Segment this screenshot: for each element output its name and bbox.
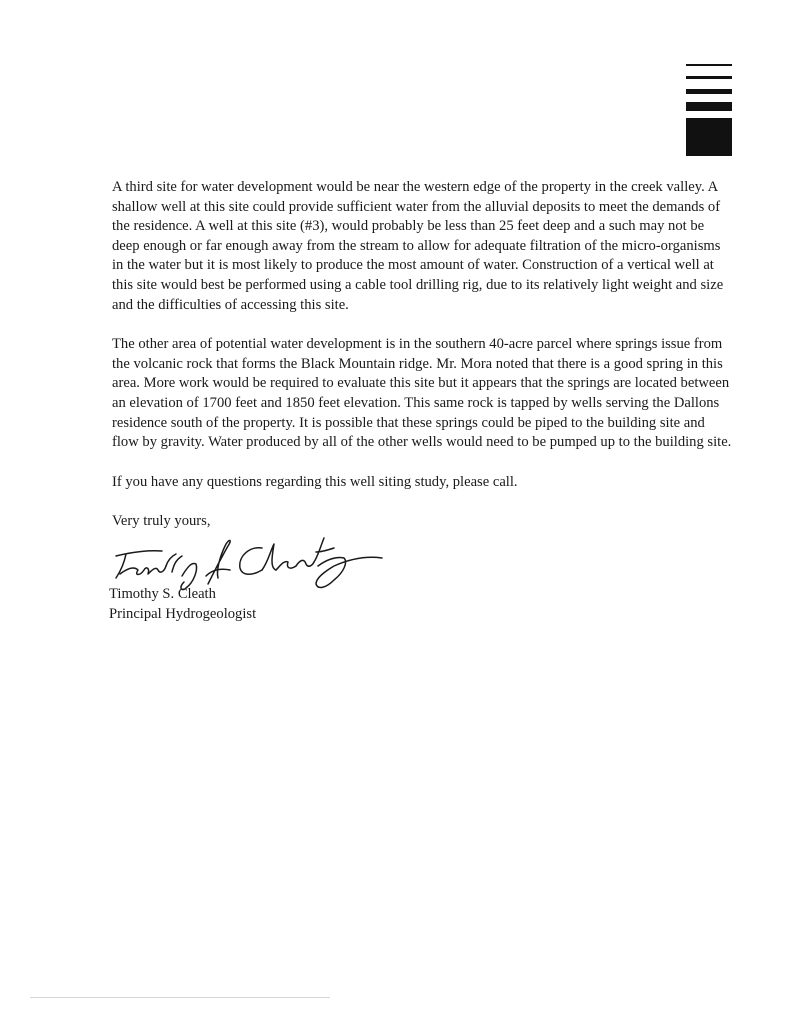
paragraph-questions: If you have any questions regarding this well siting study, please call. xyxy=(112,473,518,490)
logo-bar-5 xyxy=(686,118,732,156)
letter-body xyxy=(112,178,734,552)
logo-bar-2 xyxy=(686,76,732,79)
scan-edge-line xyxy=(30,997,330,998)
closing-line: Very truly yours, xyxy=(112,513,211,530)
logo-bar-1 xyxy=(686,64,732,66)
signature-icon xyxy=(112,526,384,594)
logo-bar-3 xyxy=(686,89,732,94)
signature-block xyxy=(109,585,256,624)
logo-bar-4 xyxy=(686,102,732,111)
signer-title: Principal Hydrogeologist xyxy=(109,605,257,622)
letterhead-logo-icon xyxy=(686,64,732,156)
paragraph-springs: The other area of potential water development is in the southern 40-acre parcel where springs issue from the volcanic rock that forms the Black Mountain ridge. Mr. Mora noted that there is a good spring in this area. More work would be required to evaluate this site but it appears that the springs are located between an elevation of 1700 feet and 1850 feet elevation. This same rock is tapped by wells serving the Dallons residence south of the property. It is possible that these springs could be piped to the building site and flow by gravity. Water produced by all of the other wells would need to be pumped up to the building site. xyxy=(112,336,732,451)
signer-name: Timothy S. Cleath xyxy=(109,586,216,602)
paragraph-site-3: A third site for water development would be near the western edge of the property in the creek valley. A shallow well at this site could provide sufficient water from the alluvial deposits to meet the demands of the residence. A well at this site (#3), would probably be less than 25 feet deep and a such may not be deep enough or far enough away from the stream to allow for adequate filtration of the micro-organisms in the water but it is most likely to produce the most amount of water. Construction of a vertical well at this site would best be performed using a cable tool drilling rig, due to its relatively light weight and size and the difficulties of accessing this site. xyxy=(112,179,724,313)
